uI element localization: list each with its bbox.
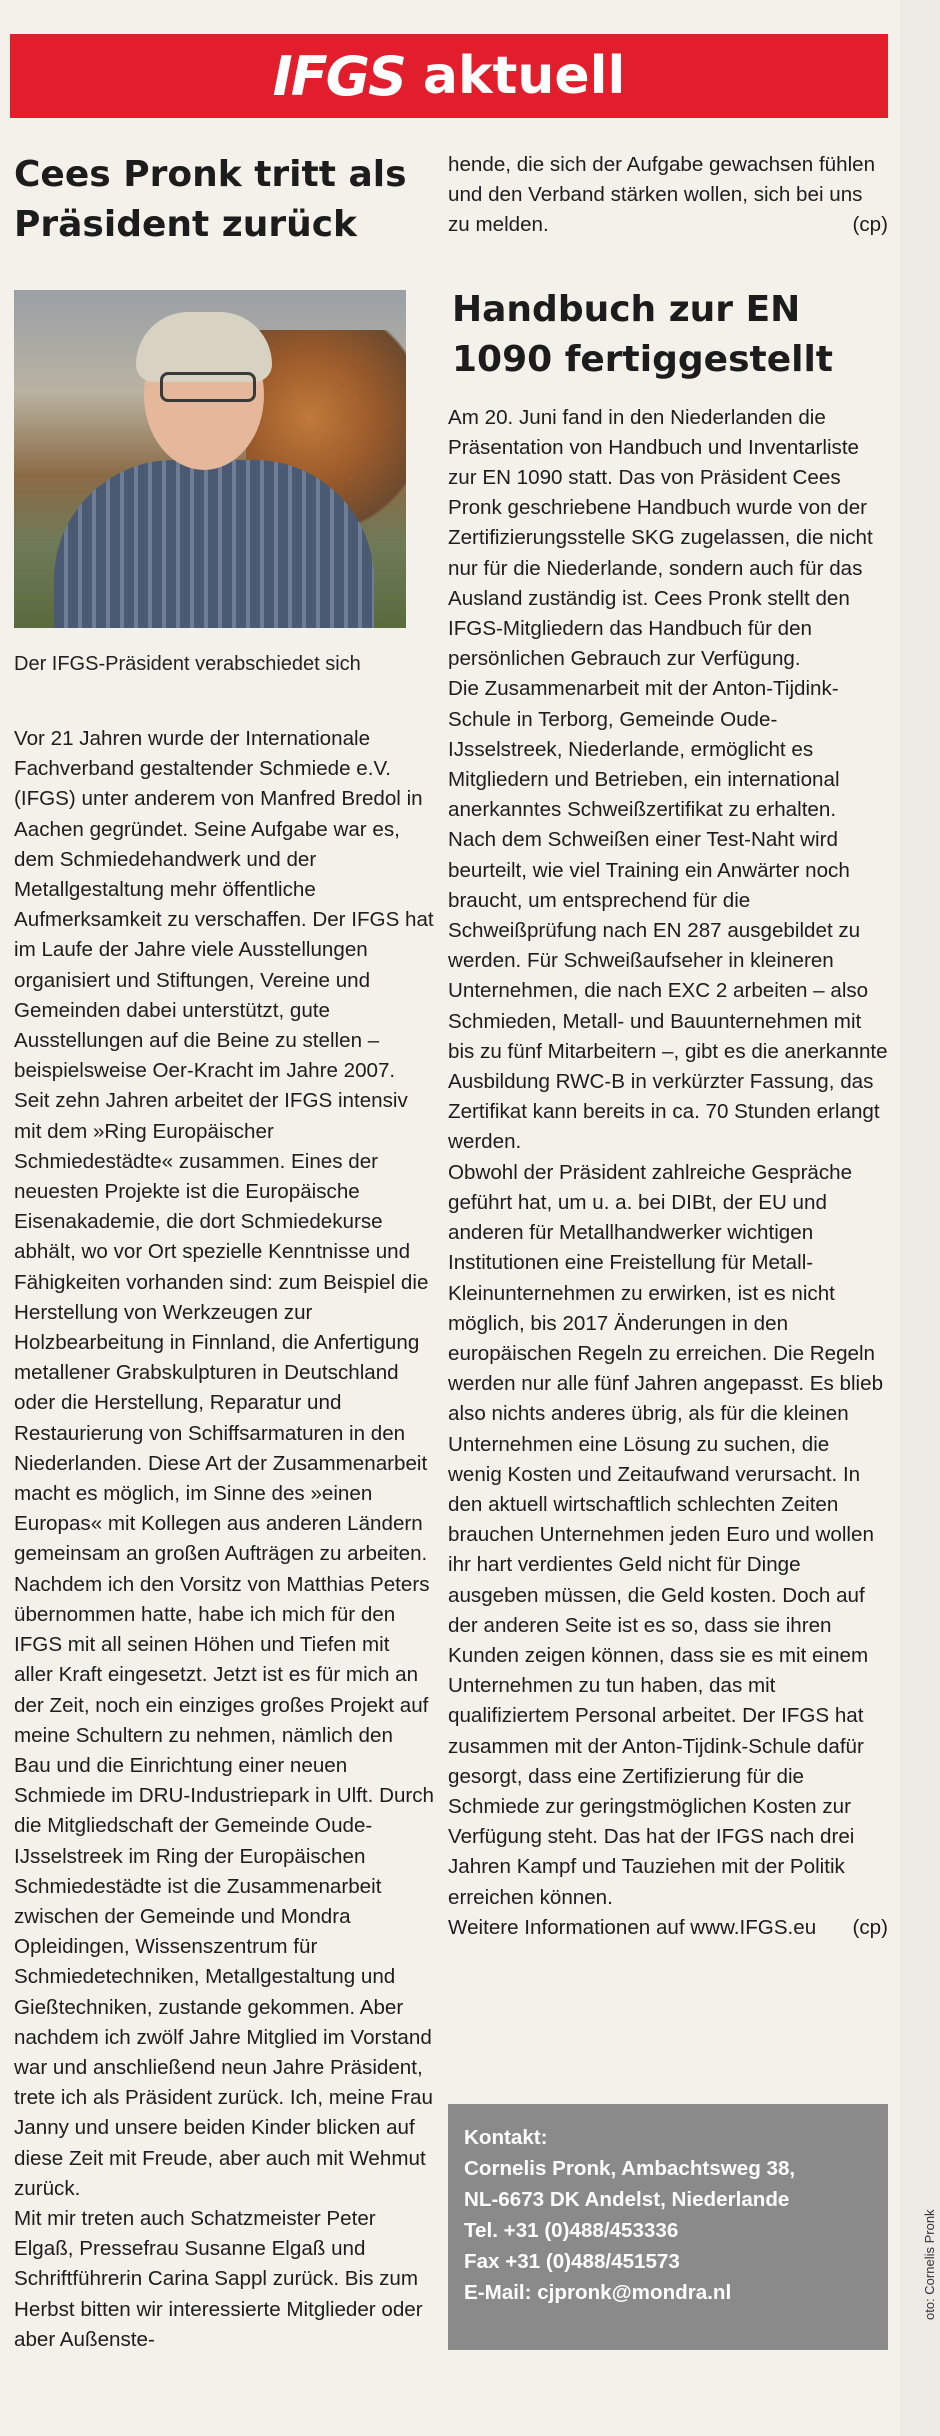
article1-continuation-block [448, 150, 888, 241]
article2-headline: Handbuch zur EN 1090 fertiggestellt [452, 288, 834, 380]
left-column [14, 150, 434, 2355]
more-info-text: Weitere Informationen auf www.IFGS.eu [448, 1915, 817, 1939]
section-header [10, 34, 888, 118]
contact-email: E-Mail: cjpronk@mondra.nl [464, 2281, 732, 2304]
contact-line: Fax +31 (0)488/451573 [464, 2250, 680, 2273]
article1-continuation: hende, die sich der Aufgabe gewachsen fühlen und den Verband stärken wollen, sich bei uns zu melden. [448, 153, 876, 237]
article2-paragraph: Die Zusammenarbeit mit der Anton-Tijdink-Schule in Terborg, Gemeinde Oude-IJsselstreek, Niederlande, ermöglicht es Mitgliedern und Betrieben, ein international anerkanntes Schweißzertifikat zu erhalten. Nach dem Schweißen einer Test-Naht wird beurteilt, wie viel Training ein Anwärter noch braucht, um entsprechend für die Schweißprüfung nach EN 287 ausgebildet zu werden. Für Schweißaufseher in kleineren Unternehmen, die nach EXC 2 arbeiten – also Schmieden, Metall- und Bauunternehmen mit bis zu fünf Mitarbeitern –, gibt es die anerkannte Ausbildung RWC-B in verkürzter Fassung, das Zertifikat kann bereits in ca. 70 Stunden erlangt werden. [448, 677, 888, 1154]
photo-credit: oto: Cornelis Pronk [922, 2209, 937, 2320]
contact-line: Cornelis Pronk, Ambachtsweg 38, [464, 2157, 796, 2180]
article1-paragraph: Mit mir treten auch Schatzmeister Peter Elgaß, Pressefrau Susanne Elgaß und Schriftführerin Carina Sappl zurück. Bis zum Herbst bitten wir interessierte Mitglieder oder aber Außenste- [14, 2206, 423, 2351]
article2-paragraph: Obwohl der Präsident zahlreiche Gespräche geführt hat, um u. a. bei DIBt, der EU und anderen für Metallhandwerker wichtigen Institutionen eine Freistellung für Metall-Kleinunternehmen zu erwirken, ist es nicht möglich, bis 2017 Änderungen in den europäischen Regeln zu erreichen. Die Regeln werden nur alle fünf Jahren angepasst. Es blieb also nichts anderes übrig, als für die kleinen Unternehmen eine Lösung zu suchen, die wenig Kosten und Zeitaufwand verursacht. In den aktuell wirtschaftlich schlechten Zeiten brauchen Unternehmen jeden Euro und wollen ihr hart verdientes Geld nicht für Dinge ausgeben müssen, die Geld kosten. Doch auf der anderen Seite ist es so, dass sie ihren Kunden zeigen können, dass sie es mit einem Unternehmen zu tun haben, das mit qualifiziertem Personal arbeitet. Der IFGS hat zusammen mit der Anton-Tijdink-Schule dafür gesorgt, dass eine Zertifizierung für die Schmiede zur geringstmöglichen Kosten zur Verfügung steht. Das hat der IFGS nach drei Jahren Kampf und Tauziehen mit der Politik erreichen können. [448, 1160, 884, 1909]
photo-caption: Der IFGS-Präsident verabschiedet sich [14, 653, 361, 675]
contact-line: NL-6673 DK Andelst, Niederlande [464, 2188, 790, 2211]
article1-paragraph: Nachdem ich den Vorsitz von Matthias Peters übernommen hatte, habe ich mich für den IFGS mit all seinen Höhen und Tiefen mit aller Kraft eingesetzt. Jetzt ist es für mich an der Zeit, noch ein einziges großes Projekt auf meine Schultern zu nehmen, nämlich den Bau und die Einrichtung einer neuen Schmiede im DRU-Industriepark in Ulft. Durch die Mitgliedschaft der Gemeinde Oude-IJsselstreek im Ring der Europäischen Schmiedestädte ist die Zusammenarbeit zwischen der Gemeinde und Mondra Opleidingen, Wissenszentrum für Schmiedetechniken, Metallgestaltung und Gießtechniken, zustande gekommen. Aber nachdem ich zwölf Jahre Mitglied im Vorstand war und anschließend neun Jahre Präsident, trete ich als Präsident zurück. Ich, meine Frau Janny und unsere beiden Kinder blicken auf diese Zeit mit Freude, aber auch mit Wehmut zurück. [14, 1572, 435, 2200]
right-column [448, 150, 888, 1943]
article2-body [448, 403, 888, 1943]
portrait-photo [14, 290, 406, 628]
section-title: aktuell [422, 46, 626, 106]
article2-signoff: (cp) [852, 1915, 888, 1939]
article1-signoff: (cp) [852, 213, 888, 237]
article1-body [14, 724, 434, 2355]
article1-paragraph: Vor 21 Jahren wurde der Internationale Fachverband gestaltender Schmiede e.V. (IFGS) unter anderem von Manfred Bredol in Aachen gegründet. Seine Aufgabe war es, dem Schmiedehandwerk und der Metallgestaltung mehr öffentliche Aufmerksamkeit zu verschaffen. Der IFGS hat im Laufe der Jahre viele Ausstellungen organisiert und Stiftungen, Vereine und Gemeinden dabei unterstützt, gute Ausstellungen auf die Beine zu stellen – beispielsweise Oer-Kracht im Jahre 2007. Seit zehn Jahren arbeitet der IFGS intensiv mit dem »Ring Europäischer Schmiedestädte« zusammen. Eines der neuesten Projekte ist die Europäische Eisenakademie, die dort Schmiedekurse abhält, wo vor Ort spezielle Kenntnisse und Fähigkeiten vorhanden sind: zum Beispiel die Herstellung von Werkzeugen zur Holzbearbeitung in Finnland, die Anfertigung metallener Grabskulpturen in Deutschland oder die Herstellung, Reparatur und Restaurierung von Schiffsarmaturen in den Niederlanden. Diese Art der Zusammenarbeit macht es möglich, im Sinne des »einen Europas« mit Kollegen aus anderen Ländern gemeinsam an großen Aufträgen zu arbeiten. [14, 727, 434, 1566]
ifgs-logo: IFGS [272, 44, 405, 108]
article1-headline: Cees Pronk tritt als Präsident zurück [14, 154, 407, 245]
contact-title: Kontakt: [464, 2126, 548, 2149]
contact-box [448, 2104, 888, 2350]
article2-paragraph: Am 20. Juni fand in den Niederlanden die Präsentation von Handbuch und Inventarliste zur EN 1090 statt. Das von Präsident Cees Pronk geschriebene Handbuch wurde von der Zertifizierungsstelle SKG zugelassen, die nicht nur für die Niederlande, sondern auch für das Ausland zuständig ist. Cees Pronk stellt den IFGS-Mitgliedern das Handbuch für den persönlichen Gebrauch zur Verfügung. [448, 405, 873, 671]
page-edge [900, 0, 940, 2436]
contact-line: Tel. +31 (0)488/453336 [464, 2219, 679, 2242]
